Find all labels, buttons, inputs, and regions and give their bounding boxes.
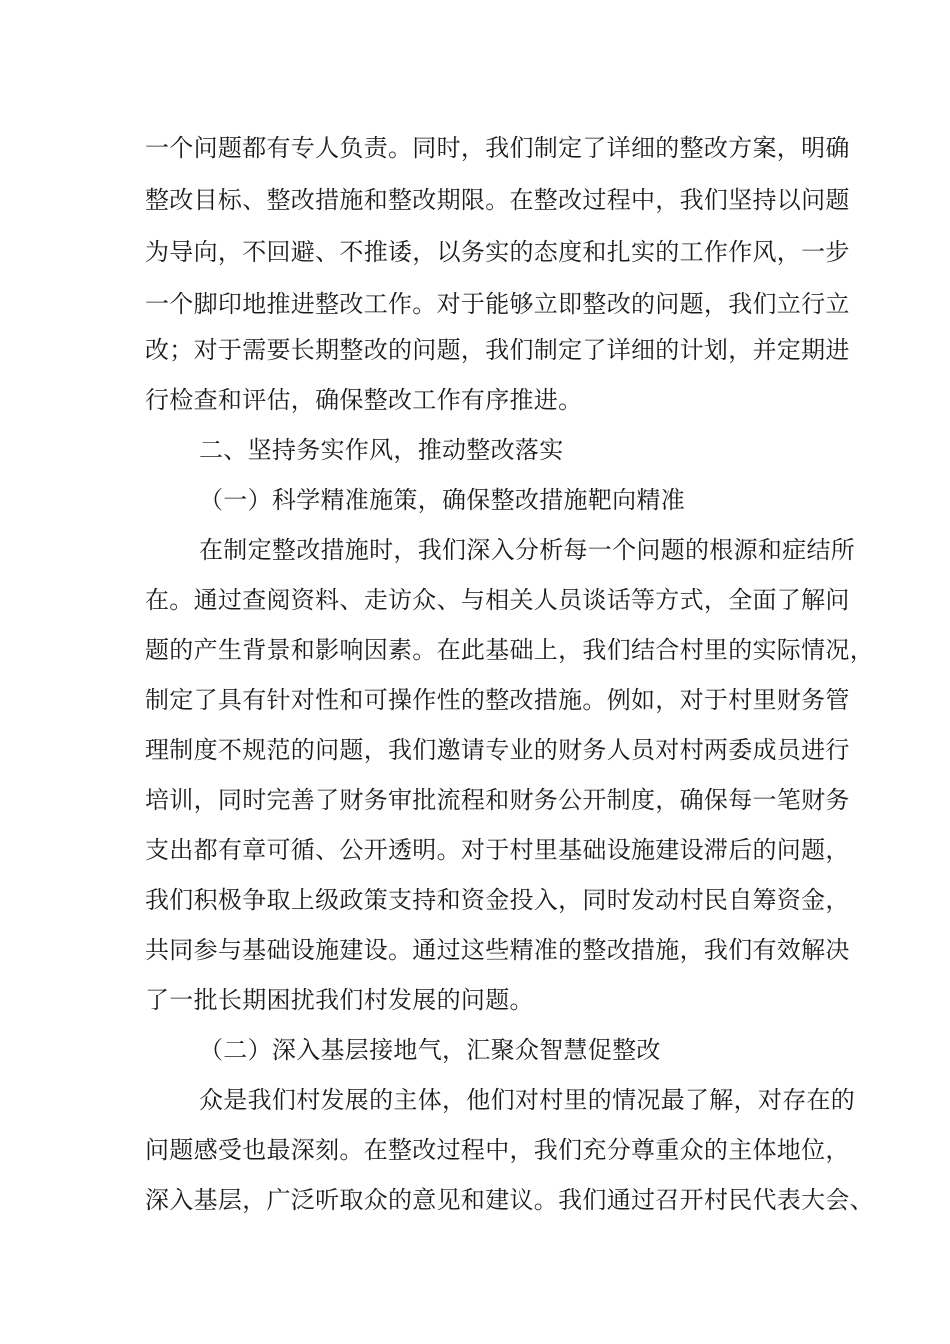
paragraph-line: 我们积极争取上级政策支持和资金投入，同时发动村民自筹资金，: [145, 886, 850, 914]
paragraph-line: 支出都有章可循、公开透明。对于村里基础设施建设滞后的问题，: [145, 836, 850, 864]
paragraph-line: 制定了具有针对性和可操作性的整改措施。例如，对于村里财务管: [145, 686, 850, 714]
paragraph-line: 在制定整改措施时，我们深入分析每一个问题的根源和症结所: [199, 536, 856, 564]
paragraph-line: 共同参与基础设施建设。通过这些精准的整改措施，我们有效解决: [145, 936, 850, 964]
paragraph-line: 改；对于需要长期整改的问题，我们制定了详细的计划，并定期进: [145, 336, 850, 364]
paragraph-line: 培训，同时完善了财务审批流程和财务公开制度，确保每一笔财务: [145, 786, 850, 814]
paragraph-line: 深入基层，广泛听取众的意见和建议。我们通过召开村民代表大会、: [145, 1186, 874, 1214]
paragraph-line: 为导向，不回避、不推诿，以务实的态度和扎实的工作作风，一步: [145, 238, 850, 266]
subsection-heading: （二）深入基层接地气，汇聚众智慧促整改: [199, 1036, 661, 1064]
section-heading: 二、坚持务实作风，推动整改落实: [199, 436, 564, 464]
paragraph-line: 一个问题都有专人负责。同时，我们制定了详细的整改方案，明确: [145, 134, 850, 162]
paragraph-line: 在。通过查阅资料、走访众、与相关人员谈话等方式，全面了解问: [145, 586, 850, 614]
paragraph-line: 了一批长期困扰我们村发展的问题。: [145, 986, 534, 1014]
paragraph-line: 众是我们村发展的主体，他们对村里的情况最了解，对存在的: [199, 1086, 856, 1114]
paragraph-line: 行检查和评估，确保整改工作有序推进。: [145, 386, 583, 414]
subsection-heading: （一）科学精准施策，确保整改措施靶向精准: [199, 486, 685, 514]
paragraph-line: 问题感受也最深刻。在整改过程中，我们充分尊重众的主体地位，: [145, 1136, 850, 1164]
paragraph-line: 一个脚印地推进整改工作。对于能够立即整改的问题，我们立行立: [145, 290, 850, 318]
paragraph-line: 整改目标、整改措施和整改期限。在整改过程中，我们坚持以问题: [145, 186, 850, 214]
paragraph-line: 理制度不规范的问题，我们邀请专业的财务人员对村两委成员进行: [145, 736, 850, 764]
paragraph-line: 题的产生背景和影响因素。在此基础上，我们结合村里的实际情况，: [145, 636, 874, 664]
